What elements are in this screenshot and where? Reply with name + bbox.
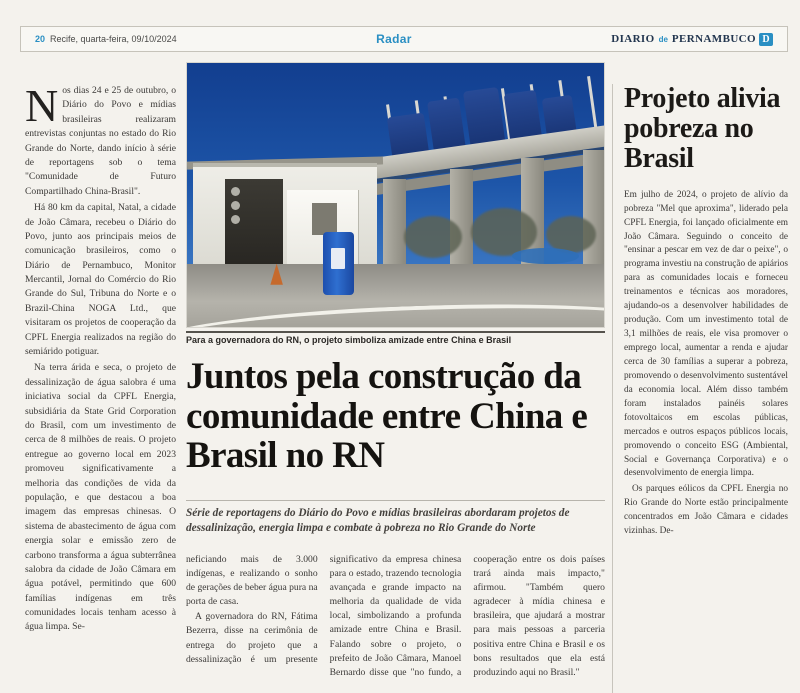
masthead-dateline (35, 34, 177, 44)
date-text: Recife, quarta-feira, 09/10/2024 (50, 34, 177, 44)
article-body-columns (186, 553, 605, 693)
sidebar-article (624, 84, 788, 693)
brand-second-word: PERNAMBUCO (671, 33, 756, 45)
photo-pool (512, 248, 579, 264)
section-title: Radar (376, 32, 412, 46)
masthead (20, 26, 788, 52)
sidebar-body (624, 189, 788, 539)
left-paragraph-1: Nos dias 24 e 25 de outubro, o Diário do Povo e mídias brasileiras realizaram entrevistas conjuntas no estado do Rio Grande do Norte, dando início à série de reportagens sob o tema "Comunidade de Futuro Compartilhado China-Brasil". (25, 84, 176, 197)
sidebar-paragraph-2: Os parques eólicos da CPFL Energia no Rio Grande do Norte estão principalmente concentrados em João Câmara e cidades vizinhas. De- (624, 484, 788, 537)
article-subhead: Série de reportagens do Diário do Povo e mídias brasileiras abordaram projetos de dessalinização, energia limpa e combate à pobreza no Rio Grande do Norte (186, 500, 605, 537)
page-number: 20 (35, 34, 46, 44)
brand-first-word: DIARIO (611, 33, 655, 45)
sidebar-headline: Projeto alivia pobreza no Brasil (624, 84, 781, 175)
newspaper-logo-icon: D (759, 33, 773, 46)
photo-hut-window (312, 203, 337, 235)
photo-barrel-label (331, 248, 346, 269)
dropcap-letter: N (25, 84, 59, 131)
photo-door-equipment (231, 187, 248, 266)
photo-caption: Para a governadora do RN, o projeto simboliza amizade entre China e Brasil (186, 331, 605, 345)
photo-pillar (583, 150, 605, 271)
sidebar-paragraph-1: Em julho de 2024, o projeto de alívio da pobreza "Mel que aproxima", liderado pela CPFL Energia, foi lançado oficialmente em João Câmara. Seguindo o conceito de "ensinar a pescar em vez de dar o peixe", o programa investiu na construção de apiários para as comunidades locais e forneceu treinamentos e técnicas aos moradores, ajudando-os a desenvolver habilidades de produção. Com um investimento total de 3,1 milhões de reais, ele visa promover o emprego local, aumentar a renda e ajudar cerca de 30 famílias a superar a pobreza, promovendo o desenvolvimento sustentável da economia local. Além disso também foram instalados painéis solares fotovoltaicos em escolas públicas, mercados e outros espaços públicos locais, promovendo o conceito ESG (Ambiental, Social e Governança Corporativa) e o desenvolvimento de energia limpa. (624, 189, 788, 479)
body-paragraph-2: A governadora do RN, Fátima Bezerra, disse na cerimônia de entrega do projeto que a dessalinização é um presente significativo da empresa chinesa para o estado, trazendo tecnologia avançada e grande impacto na melhoria da qualidade de vida local, simbolizando a profunda amizade entre China e Brasil. Falando sobre o projeto, o prefeito de João Câmara, Manoel Bernardo disse que "no fundo, a cooperação entre os dois países trará ainda mais impacto," afirmou. "Também quero agradecer à mídia chinesa e brasileira, que ajudará a mostrar para mais pessoas a parceria positiva entre China e Brasil e os bons resultados que ela está produzindo aqui no Brasil." (186, 554, 605, 678)
brand-de-word: de (658, 34, 668, 44)
article-headline: Juntos pela construção da comunidade entre China e Brasil no RN (186, 356, 588, 477)
left-paragraph-2: Há 80 km da capital, Natal, a cidade de João Câmara, recebeu o Diário do Povo, junto aos principais meios de comunicação brasileiros, como o Diário de Pernambuco, Monitor Mercantil, Jornal do Comércio do Rio Grande do Sul, Tribuna do Norte e o Brazil-China NOGA Ltd., que visitaram os projetos de cooperação da CPFL Energia realizados na região do semiárido potiguar. (25, 202, 176, 358)
article-photo (186, 62, 605, 328)
left-paragraph-3: Na terra árida e seca, o projeto de dessalinização de água salobra é uma iniciativa social da CPFL Energia, subsidiária da State Grid Corporation do Brasil, com um investimento de cerca de 8 milhões de reais. O projeto entregue ao governo local em 2023 promoveu significativamente a melhoria das condições de vida da população, e que destacou a boa imagem das empresas chinesas. O sistema de abastecimento de água com energia solar e emissão zero de carbono transforma a água subterrânea salobra da cidade de João Câmara em água potável, permitindo que 600 famílias indígenas em três comunidades locais tenham acesso à água limpa. Se- (25, 362, 176, 633)
masthead-brand (611, 33, 773, 46)
body-paragraph-1: neficiando mais de 3.000 indígenas, e realizando o sonho de gerações de beber água pura na porta de casa. (186, 554, 318, 608)
column-divider (612, 84, 613, 693)
left-column (25, 84, 176, 693)
